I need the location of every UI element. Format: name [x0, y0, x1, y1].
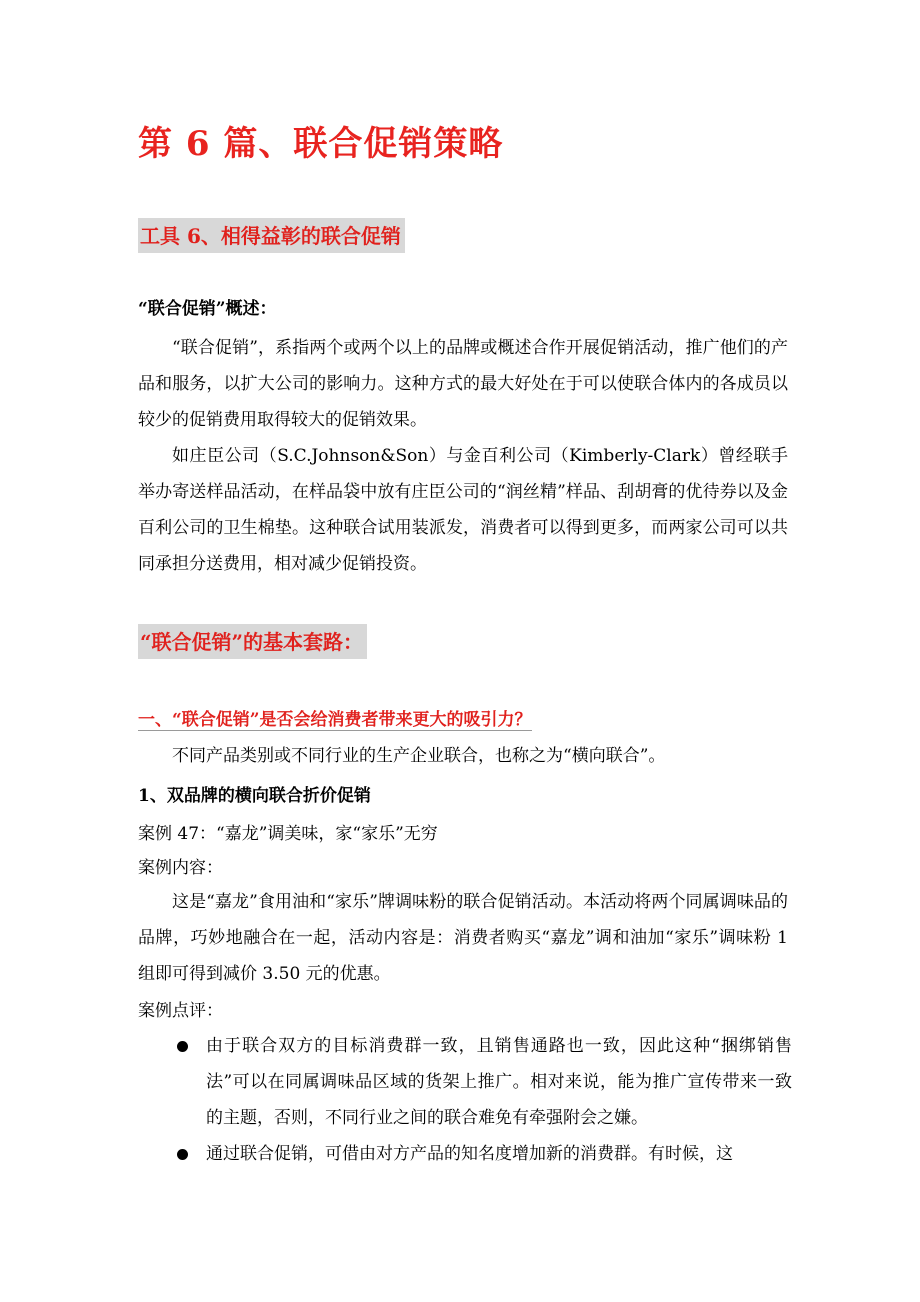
overview-heading: “联合促销”概述： [138, 299, 277, 319]
case-content-label: 案例内容： [138, 858, 223, 878]
overview-paragraph-1: “联合促销”，系指两个或两个以上的品牌或概述合作开展促销活动，推广他们的产品和服务，以扩大公司的影响力。这种方式的最大好处在于可以使联合体内的各成员以较少的促销费用取得较大的促销效果。 [138, 338, 788, 430]
section-1-heading: 1、双品牌的横向联合折价促销 [138, 786, 371, 806]
question-heading: 一、“联合促销”是否会给消费者带来更大的吸引力？ [138, 705, 532, 731]
case-content-body [138, 884, 788, 992]
review-bullet-list [172, 1028, 792, 1172]
overview-body [138, 330, 788, 582]
bullet-dot-icon [177, 1149, 188, 1160]
list-item-text: 由于联合双方的目标消费群一致，且销售通路也一致，因此这种“捆绑销售法”可以在同属调味品区域的货架上推广。相对来说，能为推广宣传带来一致的主题，否则，不同行业之间的联合难免有牵强附会之嫌。 [206, 1036, 792, 1128]
case-content-paragraph: 这是“嘉龙”食用油和“家乐”牌调味粉的联合促销活动。本活动将两个同属调味品的品牌，巧妙地融合在一起，活动内容是：消费者购买“嘉龙”调和油加“家乐”调味粉 1 组即可得到减价 3.50 元的优惠。 [138, 892, 788, 984]
page-title: 第 6 篇、联合促销策略 [138, 124, 504, 164]
list-item [172, 1028, 792, 1136]
list-item [172, 1136, 792, 1172]
case-title: 案例 47：“嘉龙”调美味，家“家乐”无穷 [138, 824, 438, 844]
horizontal-union-text: 不同产品类别或不同行业的生产企业联合，也称之为“横向联合”。 [172, 746, 666, 766]
overview-paragraph-2: 如庄臣公司（S.C.Johnson&Son）与金百利公司（Kimberly-Clark）曾经联手举办寄送样品活动，在样品袋中放有庄臣公司的“润丝精”样品、刮胡膏的优待券以及金百利公司的卫生棉垫。这种联合试用装派发，消费者可以得到更多，而两家公司可以共同承担分送费用，相对减少促销投资。 [138, 446, 788, 574]
tool-heading: 工具 6、相得益彰的联合促销 [138, 218, 405, 253]
case-review-label: 案例点评： [138, 1001, 223, 1021]
bullet-dot-icon [177, 1041, 188, 1052]
list-item-text: 通过联合促销，可借由对方产品的知名度增加新的消费群。有时候，这 [206, 1144, 733, 1164]
routine-heading: “联合促销”的基本套路： [138, 624, 367, 659]
